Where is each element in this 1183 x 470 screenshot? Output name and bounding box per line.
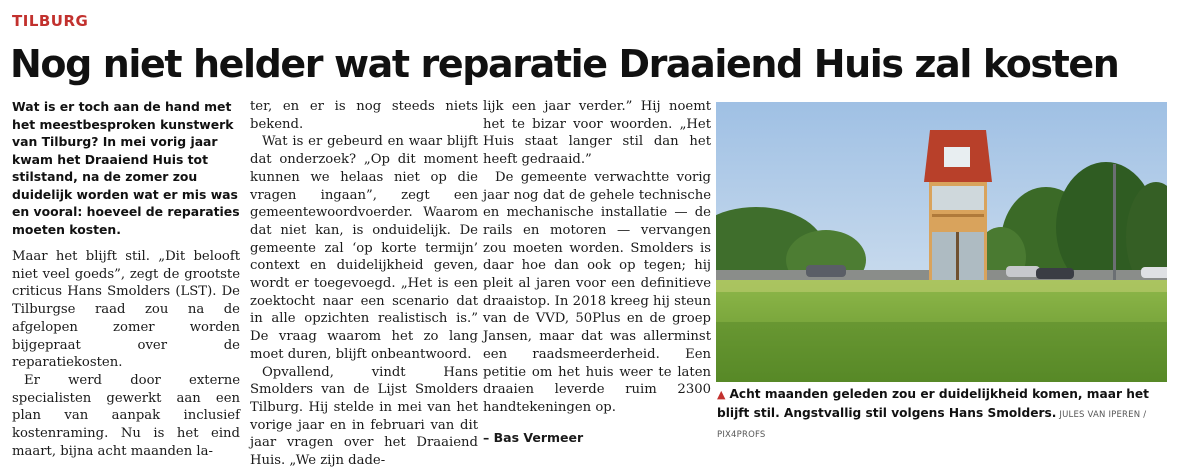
body-paragraph: Wat is er gebeurd en waar blijft dat onderzoek? „Op dit moment kunnen we helaas niet op die vragen ingaan”, zegt een gemeentewoordvoerder. Waarom dat niet kan, is onduidelijk. De gemeente zal ‘op korte termijn’ context en duidelijkheid geven, wordt er toegevoegd. „Het is een zoektocht naar een scenario dat in alle opzichten realistisch is.” De vraag waarom het zo lang moet duren, blijft onbeantwoord. bbox=[250, 134, 478, 362]
body-paragraph: Maar het blijft stil. „Dit belooft niet veel goeds”, zegt de grootste criticus Hans Smolders (LST). De Tilburgse raad zou na de afgelopen zomer worden bijgepraat over de reparatiekosten. bbox=[12, 249, 240, 371]
byline: – Bas Vermeer bbox=[483, 429, 584, 445]
body-paragraph: ter, en er is nog steeds niets bekend. bbox=[250, 99, 478, 132]
body-paragraph: Er werd door externe specialisten gewerkt aan een plan van aanpak inclusief kostenraming. Nu is het eind maart, bijna acht maanden la- bbox=[12, 372, 240, 459]
article-column-3 bbox=[483, 98, 711, 446]
body-paragraph: De gemeente verwachtte vorig jaar nog dat de gehele technische en mechanische installatie — de rails en motoren — vervangen zou moeten worden. Smolders is daar hoe dan ook op tegen; hij pleit al jaren voor een definitieve draaistop. In 2018 kreeg hij steun van de VVD, 50Plus en de groep Jansen, maar dat was allerminst een raadsmeerderheid. Een petitie om het huis weer te laten draaien leverde ruim 2300 handtekeningen op. bbox=[483, 169, 711, 415]
article-photo bbox=[716, 102, 1167, 382]
headline: Nog niet helder wat reparatie Draaiend Huis zal kosten bbox=[10, 42, 1119, 86]
photo-illustration bbox=[716, 102, 1167, 382]
photo-caption bbox=[717, 385, 1169, 444]
caption-text: Acht maanden geleden zou er duidelijkheid komen, maar het blijft stil. Angstvallig stil volgens Hans Smolders. bbox=[717, 387, 1149, 420]
article-column-1 bbox=[12, 98, 240, 460]
body-paragraph: lijk een jaar verder.” Hij noemt het te bizar voor woorden. „Het Huis staat langer stil dan het heeft gedraaid.” bbox=[483, 99, 711, 168]
body-paragraph: Opvallend, vindt Hans Smolders van de Lijst Smolders Tilburg. Hij stelde in mei van het vorige jaar en in februari van dit jaar vragen over het Draaiend Huis. „We zijn dade- bbox=[250, 364, 478, 469]
section-label: TILBURG bbox=[12, 12, 89, 30]
article-column-2 bbox=[250, 98, 478, 470]
caption-triangle-icon: ▲ bbox=[717, 388, 726, 401]
photo-credit: JULES VAN IPEREN / PIX4PROFS bbox=[717, 410, 1147, 440]
lead-paragraph: Wat is er toch aan de hand met het meestbesproken kunstwerk van Tilburg? In mei vorig jaar kwam het Draaiend Huis tot stilstand, na de zomer zou duidelijk worden wat er mis was en vooral: hoeveel de reparaties moeten kosten. bbox=[12, 99, 240, 237]
